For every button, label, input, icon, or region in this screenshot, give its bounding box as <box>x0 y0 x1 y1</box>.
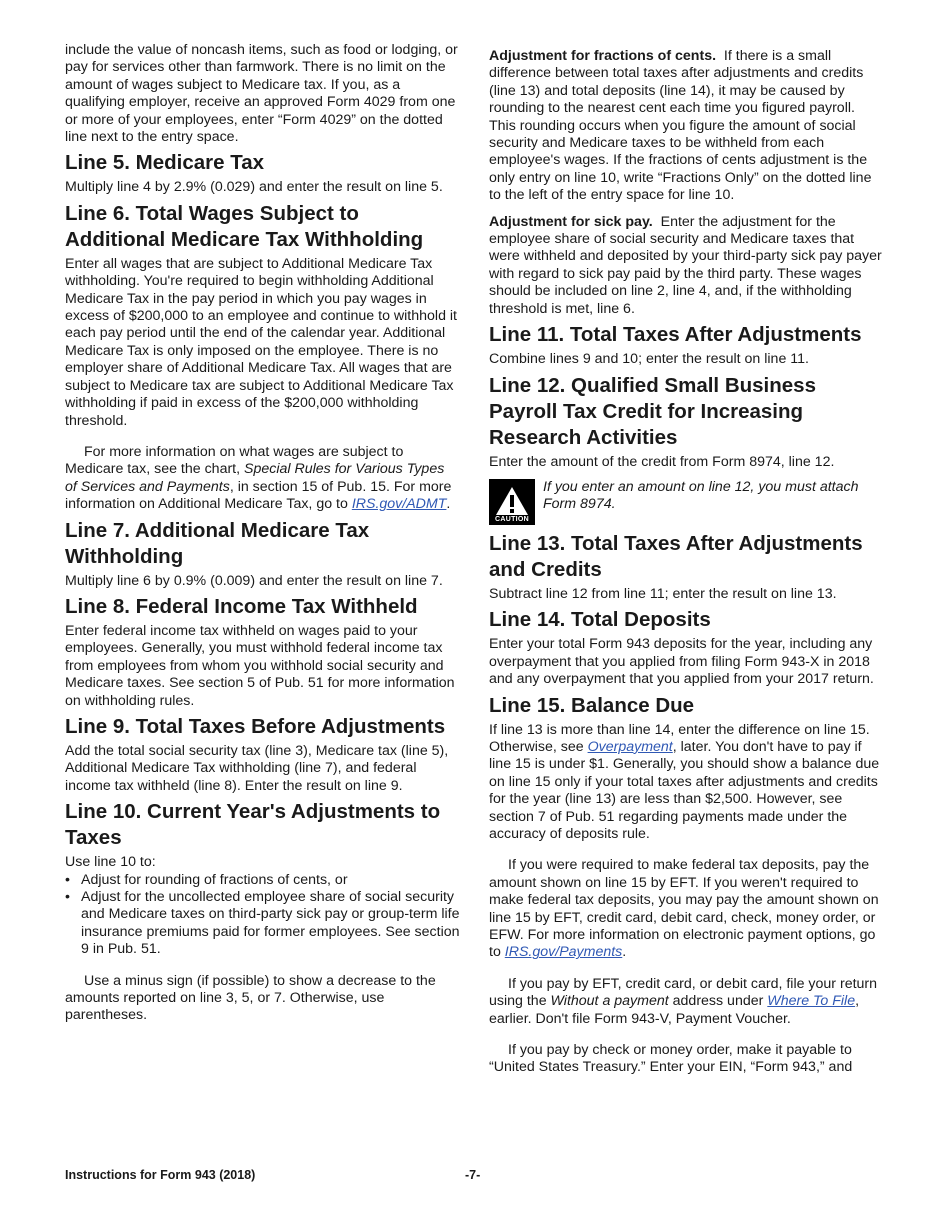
heading-line-6: Line 6. Total Wages Subject to Additional Medicare Tax Withholding <box>65 201 424 251</box>
heading-line-13: Line 13. Total Taxes After Adjustments and Credits <box>489 531 863 581</box>
paragraph-line-8: Enter federal income tax withheld on wages paid to your employees. Generally, you must withhold federal income tax from employees from whom you withhold social security and Medicare taxes. See section 5 of Pub. 51 for more information on withholding rules. <box>65 622 455 709</box>
footer-document-title: Instructions for Form 943 (2018) <box>65 1168 256 1182</box>
line-10-bullet-list <box>65 872 460 959</box>
heading-line-7: Line 7. Additional Medicare Tax Withholding <box>65 518 370 568</box>
paragraph-line-15-card: If you pay by EFT, credit card, or debit card, file your return using the Without a payment address under Where To File, earlier. Don't file Form 943-V, Payment Voucher. <box>489 975 878 1027</box>
paragraph-line-15-check: If you pay by check or money order, make it payable to “United States Treasury.” Enter your EIN, “Form 943,” and <box>489 1042 853 1076</box>
caution-icon <box>489 479 535 525</box>
paragraph-line-15: If line 13 is more than line 14, enter the difference on line 15. Otherwise, see Overpayment, later. You don't have to pay if line 15 is under $1. Generally, you should show a balance due on line 15 only if your total taxes after adjustments and credits for the year (line 13) are less than $2,500. However, see section 7 of Pub. 51 regarding payments made under the accuracy of deposits rule. <box>489 721 880 842</box>
caution-text: If you enter an amount on line 12, you must attach Form 8974. <box>543 478 859 513</box>
left-column <box>65 42 460 1025</box>
heading-line-5: Line 5. Medicare Tax <box>65 151 265 175</box>
paragraph-line-15-eft: If you were required to make federal tax deposits, pay the amount shown on line 15 by EFT. If you weren't required to make federal tax deposits, you may pay the amount shown on line 15 by EFT, credit card, debit card, check, money order, or EFW. For more information on electronic payment options, go to IRS.gov/Payments. <box>489 857 879 961</box>
paragraph-line-7: Multiply line 6 by 0.9% (0.009) and enter the result on line 7. <box>65 572 443 589</box>
heading-line-8: Line 8. Federal Income Tax Withheld <box>65 594 418 618</box>
heading-line-9: Line 9. Total Taxes Before Adjustments <box>65 714 446 738</box>
bullet-icon: • <box>65 871 70 888</box>
list-item: • Adjust for rounding of fractions of cents, or <box>65 871 348 888</box>
bullet-icon: • <box>65 889 70 905</box>
caution-label: CAUTION <box>495 515 529 523</box>
paragraph-line-10-minus-sign: Use a minus sign (if possible) to show a decrease to the amounts reported on line 3, 5, or 7. Otherwise, use parentheses. <box>65 972 436 1024</box>
heading-line-11: Line 11. Total Taxes After Adjustments <box>489 323 862 347</box>
heading-line-10: Line 10. Current Year's Adjustments to Taxes <box>65 800 441 850</box>
paragraph-line-12: Enter the amount of the credit from Form 8974, line 12. <box>489 453 835 470</box>
heading-line-15: Line 15. Balance Due <box>489 693 695 717</box>
paragraph-intro: include the value of noncash items, such as food or lodging, or pay for services other than farmwork. There is no limit on the amount of wages subject to Medicare tax. If you, as a qualifying employer, receive an approved Form 4029 from one or more of your employees, enter “Form 4029” on the dotted line next to the entry space. <box>65 42 458 146</box>
page-footer <box>65 1168 885 1188</box>
heading-line-14: Line 14. Total Deposits <box>489 608 711 632</box>
link-irs-payments[interactable]: IRS.gov/Payments <box>504 944 623 961</box>
warning-triangle-icon <box>495 486 529 516</box>
heading-line-12: Line 12. Qualified Small Business Payroll Tax Credit for Increasing Research Activities <box>489 373 816 449</box>
right-column <box>489 48 884 1077</box>
paragraph-line-10: Use line 10 to: <box>65 854 156 871</box>
caution-note <box>489 479 884 525</box>
run-in-heading: Adjustment for sick pay. <box>489 213 653 230</box>
link-irs-admt[interactable]: IRS.gov/ADMT <box>351 496 447 513</box>
paragraph-line-9: Add the total social security tax (line 3), Medicare tax (line 5), Additional Medicare Tax withholding (line 7), and federal income tax withheld (line 8). Enter the result on line 9. <box>65 742 449 794</box>
paragraph-line-6: Enter all wages that are subject to Additional Medicare Tax withholding. You're required to begin withholding Additional Medicare Tax in the pay period in which you pay wages in excess of $200,000 to an employee and continue to withhold it each pay period until the end of the calendar year. Additional Medicare Tax is only imposed on the employee. There is no employer share of Additional Medicare Tax. All wages that are subject to Medicare tax are subject to Additional Medicare Tax withholding if paid in excess of the $200,000 withholding threshold. <box>65 255 457 429</box>
paragraph-line-13: Subtract line 12 from line 11; enter the result on line 13. <box>489 585 837 602</box>
link-where-to-file[interactable]: Where To File <box>767 993 856 1010</box>
link-overpayment[interactable]: Overpayment <box>587 738 673 755</box>
run-in-heading: Adjustment for fractions of cents. <box>489 48 717 64</box>
chart-reference: Special Rules for Various Types of Services and Payments <box>65 461 445 495</box>
footer-page-number: -7- <box>465 1168 481 1182</box>
address-reference: Without a payment <box>550 993 669 1010</box>
paragraph-sick-pay: Adjustment for sick pay. Enter the adjustment for the employee share of social security and Medicare taxes that were withheld and deposited by your third-party sick pay payer with regard to sick pay paid by the third party. These wages should be included on line 2, line 4, and, if the withholding threshold is met, line 6. <box>489 213 882 317</box>
paragraph-line-14: Enter your total Form 943 deposits for the year, including any overpayment that you applied from filing Form 943-X in 2018 and any overpayment that you applied from your 2017 return. <box>489 636 874 688</box>
list-item: • Adjust for the uncollected employee share of social security and Medicare taxes on third-party sick pay or group-term life insurance premiums paid for former employees. See section 9 in Pub. 51. <box>65 889 460 958</box>
paragraph-fractions-of-cents: Adjustment for fractions of cents. If there is a small difference between total taxes after adjustments and credits (line 13) and total deposits (line 14), it may be caused by rounding to the nearest cent each time you figured payroll. This rounding occurs when you figure the amount of social security and Medicare taxes to be withheld from each employee's wages. If the fractions of cents adjustment is the only entry on line 10, write “Fractions Only” on the dotted line to the left of the entry space for line 10. <box>489 48 872 204</box>
paragraph-line-6-more-info: For more information on what wages are subject to Medicare tax, see the chart, Special Rules for Various Types of Services and Payments, in section 15 of Pub. 15. For more information on Additional Medicare Tax, go to IRS.gov/ADMT. <box>65 443 452 513</box>
paragraph-line-5: Multiply line 4 by 2.9% (0.029) and enter the result on line 5. <box>65 179 443 196</box>
paragraph-line-11: Combine lines 9 and 10; enter the result on line 11. <box>489 351 809 368</box>
